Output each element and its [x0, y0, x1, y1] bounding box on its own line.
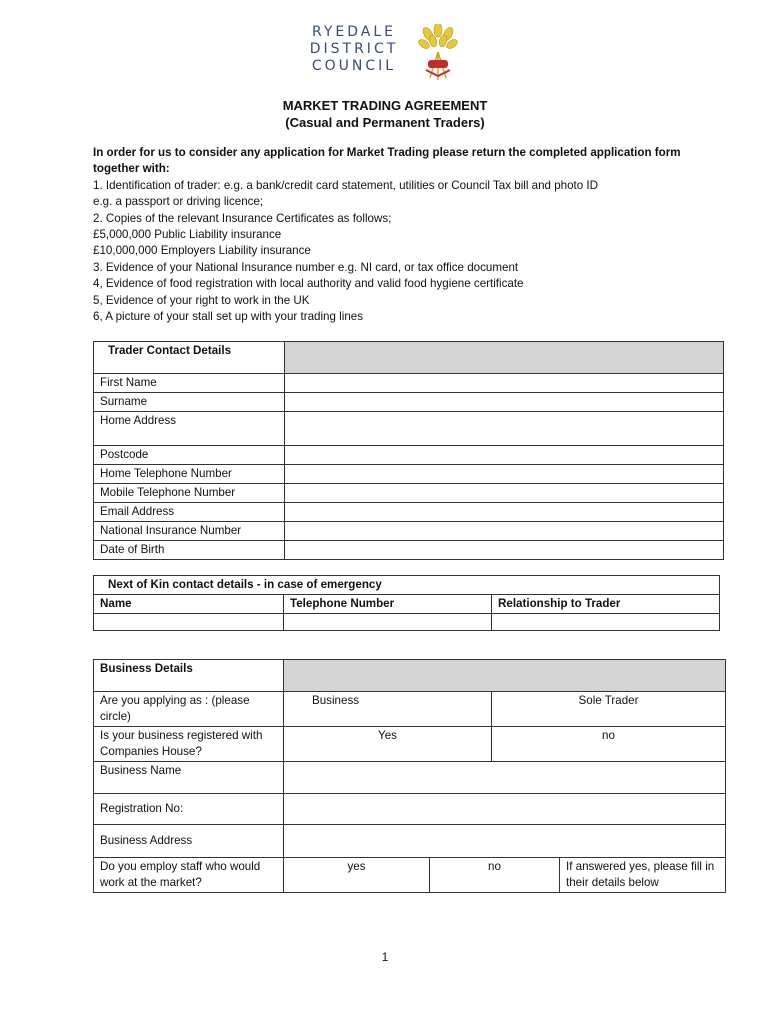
instruction-line: 4, Evidence of food registration with local authority and valid food hygiene certificate: [93, 277, 524, 291]
instruction-line: 5, Evidence of your right to work in the UK: [93, 293, 310, 307]
first-name-input[interactable]: [285, 374, 724, 393]
field-label: Surname: [94, 393, 285, 412]
logo-line-1: RYEDALE: [312, 24, 396, 40]
field-label: National Insurance Number: [94, 522, 285, 541]
staff-option-yes[interactable]: yes: [284, 858, 430, 893]
employ-staff-label: Do you employ staff who would work at the market?: [94, 858, 284, 893]
instruction-line: 2. Copies of the relevant Insurance Certificates as follows;: [93, 211, 392, 225]
field-label: Home Telephone Number: [94, 465, 285, 484]
option-no[interactable]: no: [492, 727, 726, 762]
logo-line-2: DISTRICT: [309, 41, 399, 57]
instruction-line: 1. Identification of trader: e.g. a bank/credit card statement, utilities or Council Tax bill and photo ID: [93, 178, 599, 192]
staff-option-no[interactable]: no: [430, 858, 560, 893]
wheat-sheaf-icon: [416, 24, 462, 84]
option-business[interactable]: Business: [284, 692, 492, 727]
page-title: MARKET TRADING AGREEMENT: [282, 98, 488, 113]
business-name-label: Business Name: [94, 762, 284, 794]
mobile-telephone-input[interactable]: [285, 484, 724, 503]
kin-telephone-input[interactable]: [284, 614, 492, 631]
business-details-table: [93, 659, 726, 893]
home-address-input[interactable]: [285, 412, 724, 446]
page-subtitle: (Casual and Permanent Traders): [285, 115, 485, 130]
staff-note: If answered yes, please fill in their details below: [560, 858, 726, 893]
logo-line-3: COUNCIL: [311, 58, 397, 74]
registration-input[interactable]: [284, 794, 726, 825]
business-address-label: Business Address: [94, 825, 284, 858]
field-label: First Name: [94, 374, 285, 393]
council-logo: [306, 24, 466, 84]
header-fill: [285, 342, 724, 374]
field-label: Mobile Telephone Number: [94, 484, 285, 503]
column-header: Telephone Number: [284, 595, 492, 614]
business-address-input[interactable]: [284, 825, 726, 858]
option-sole-trader[interactable]: Sole Trader: [492, 692, 726, 727]
email-input[interactable]: [285, 503, 724, 522]
field-label: Date of Birth: [94, 541, 285, 560]
next-of-kin-table: [93, 575, 720, 631]
registered-label: Is your business registered with Companies House?: [94, 727, 284, 762]
business-name-input[interactable]: [284, 762, 726, 794]
trader-contact-table: [93, 341, 724, 560]
postcode-input[interactable]: [285, 446, 724, 465]
column-header: Name: [94, 595, 284, 614]
trader-contact-heading: Trader Contact Details: [94, 342, 285, 374]
ni-number-input[interactable]: [285, 522, 724, 541]
field-label: Home Address: [94, 412, 285, 446]
instruction-line: £5,000,000 Public Liability insurance: [93, 228, 282, 242]
header-fill: [284, 660, 726, 692]
instruction-line: £10,000,000 Employers Liability insurance: [93, 244, 311, 258]
field-label: Email Address: [94, 503, 285, 522]
field-label: Postcode: [94, 446, 285, 465]
instructions: [93, 145, 713, 325]
instruction-line: 6, A picture of your stall set up with your trading lines: [93, 310, 364, 324]
page-number: 1: [381, 950, 389, 964]
instruction-line: 3. Evidence of your National Insurance number e.g. NI card, or tax office document: [93, 260, 519, 274]
instruction-line: e.g. a passport or driving licence;: [93, 195, 264, 209]
next-of-kin-heading: Next of Kin contact details - in case of emergency: [94, 576, 720, 595]
applying-as-label: Are you applying as : (please circle): [94, 692, 284, 727]
instructions-lead: In order for us to consider any application for Market Trading please return the completed application form together with:: [93, 146, 681, 176]
column-header: Relationship to Trader: [492, 595, 720, 614]
date-of-birth-input[interactable]: [285, 541, 724, 560]
kin-relationship-input[interactable]: [492, 614, 720, 631]
home-telephone-input[interactable]: [285, 465, 724, 484]
surname-input[interactable]: [285, 393, 724, 412]
option-yes[interactable]: Yes: [284, 727, 492, 762]
registration-label: Registration No:: [94, 794, 284, 825]
kin-name-input[interactable]: [94, 614, 284, 631]
business-heading: Business Details: [94, 660, 284, 692]
